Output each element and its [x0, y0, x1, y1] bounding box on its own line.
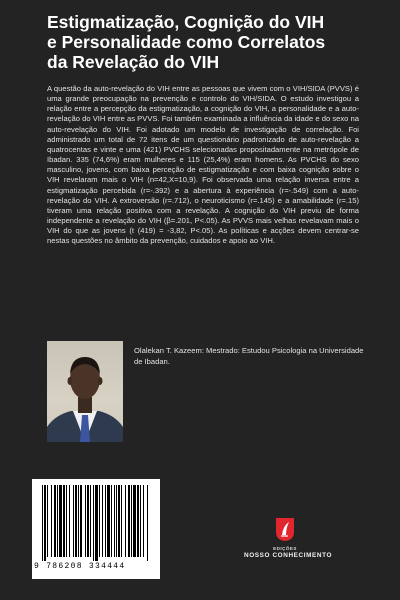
abstract-text: A questão da auto-revelação do VIH entre as pessoas que vivem com o VIH/SIDA (PVVS) é uma grande preocupação na prevenção e controlo do VIH/SIDA. O estudo investigou a relação entre a percepção da estigmatização, a cognição do VIH, a personalidade e a auto-revelação do VIH entre as PVVS. Foi também examinada a influência da idade e do sexo na auto-revelação do VIH. Foi adotado um modelo de investigação de correlação. Foi administrado um total de 72 itens de um questionário padronizado de auto-revelação a quatrocentas e vinte e uma (421) PVCHS selecionadas propositadamente na metrópole de Ibadan. 335 (74,6%) eram mulheres e 115 (25,4%) eram homens. As PVCHS do sexo masculino, jovens, com baixa perceção de estigmatização e com baixa cognição sobre o VIH revelaram mais o VIH (n=42,X=10,9). Foi observada uma relação inversa entre a estigmatização percebida (r=-.392) e a abertura à experiência (r=-.549) com a auto-revelação do VIH. A extroversão (r=.712), o neuroticismo (r=.145) e a amabilidade (r=.15) tiveram uma relação positiva com a revelação. A cognição do VIH previu de forma independente a revelação do VIH (β=.201, P<.05). As PVVS mais velhas revelavam mais o VIH do que as jovens (t (419) = -3,82, P<.05). As políticas e acções devem centrar-se nestas questões no âmbito da prevenção, cuidados e apoio ao VIH.	[47, 84, 359, 246]
author-photo	[47, 341, 123, 442]
title-line-1: Estigmatização, Cognição do VIH	[47, 12, 325, 32]
title-line-3: da Revelação do VIH	[47, 52, 220, 72]
title-line-2: e Personalidade como Correlatos	[47, 32, 326, 52]
publisher-name: NOSSO CONHECIMENTO	[244, 552, 333, 559]
publisher-logo	[244, 516, 333, 559]
isbn-barcode	[32, 479, 160, 579]
author-bio: Olalekan T. Kazeem: Mestrado: Estudou Psicologia na Universidade de Ibadan.	[134, 346, 364, 366]
publisher-logo-icon	[274, 516, 296, 542]
publisher-label-small: EDIÇÕES	[273, 546, 297, 551]
barcode-digits: 9 786208 334444	[34, 562, 126, 571]
barcode-bars	[40, 485, 152, 561]
book-title	[47, 12, 377, 72]
